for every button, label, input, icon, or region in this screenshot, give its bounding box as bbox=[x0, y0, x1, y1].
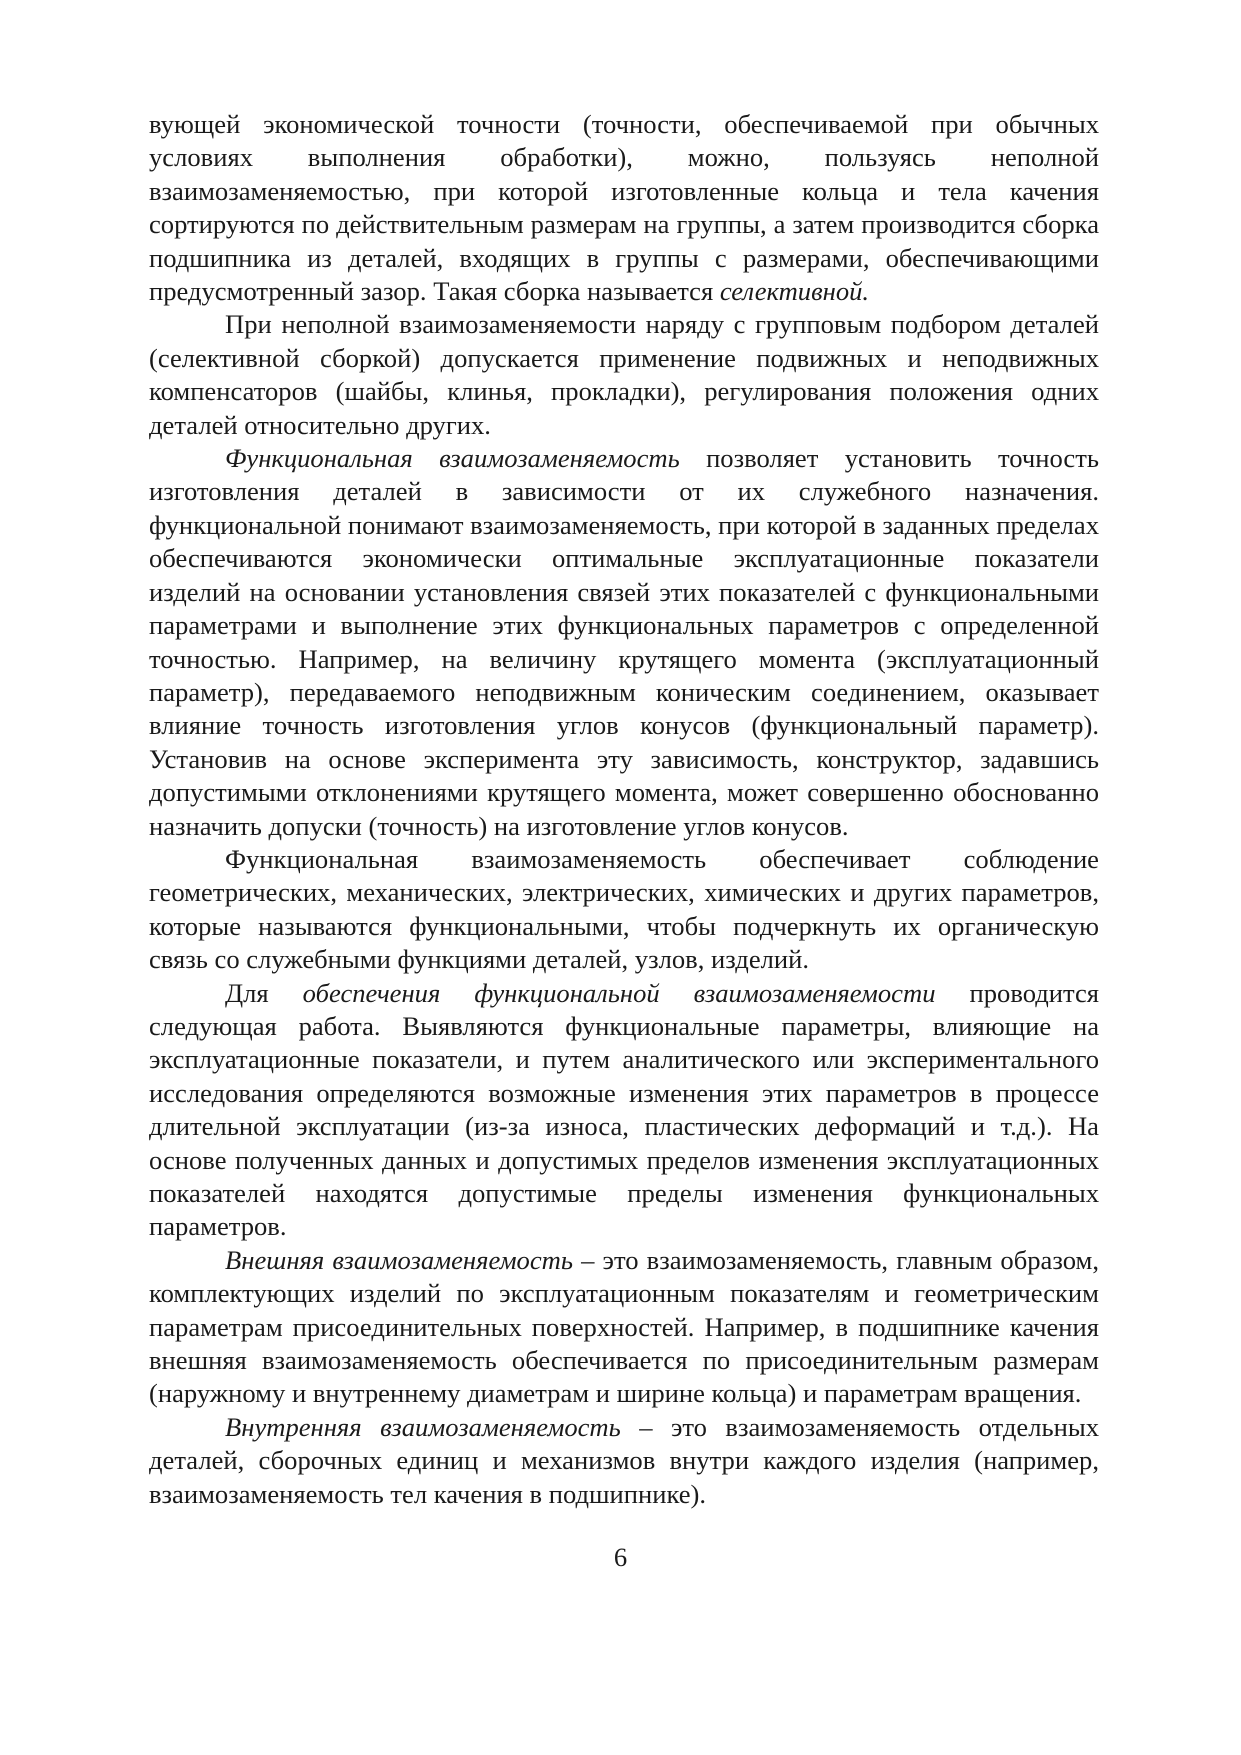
paragraph-ensuring-functional bbox=[149, 977, 1099, 1244]
paragraph-internal-interchangeability bbox=[149, 1411, 1099, 1511]
term-functional-interchangeability: Функциональная взаимозаменяемость bbox=[225, 443, 680, 474]
paragraph-external-interchangeability bbox=[149, 1244, 1099, 1411]
paragraph-compensators bbox=[149, 308, 1099, 442]
term-selective: селективной. bbox=[719, 276, 870, 307]
paragraph-selective-assembly bbox=[149, 108, 1099, 308]
term-ensuring-functional: обеспечения функциональной взаимозаменяемости bbox=[302, 977, 936, 1008]
paragraph-text: позволяет установить точность изготовления деталей в зависимости от их служебного назначения. функциональной понимают взаимозаменяемость, при которой в заданных пределах обеспечиваются экономически оптимальные эксплуатационные показатели изделий на основании установления связей этих показателей с функциональными параметрами и выполнение этих функциональных параметров с определенной точностью. Например, на величину крутящего момента (эксплуатационный параметр), передаваемого неподвижным коническим соединением, оказывает влияние точность изготовления углов конусов (функциональный параметр). Установив на основе эксперимента эту зависимость, конструктор, задавшись допустимыми отклонениями крутящего момента, может совершенно обоснованно назначить допуски (точность) на изготовление углов конусов. bbox=[149, 443, 1099, 841]
page-number: 6 bbox=[613, 1542, 628, 1572]
paragraph-functional-interchangeability bbox=[149, 442, 1099, 843]
paragraph-text: проводится следующая работа. Выявляются функциональные параметры, влияющие на эксплуатационные показатели, и путем аналитического или экспериментального исследования определяются возможные изменения этих параметров в процессе длительной эксплуатации (из-за износа, пластических деформаций и т.д.). На основе полученных данных и допустимых пределов изменения эксплуатационных показателей находятся допустимые пределы изменения функциональных параметров. bbox=[149, 977, 1099, 1242]
paragraph-text: – это взаимозаменяемость, главным образом, комплектующих изделий по эксплуатационным показателям и геометрическим параметрам присоединительных поверхностей. Например, в подшипнике качения внешняя взаимозаменяемость обеспечивается по присоединительным размерам (наружному и внутреннему диаметрам и ширине кольца) и параметрам вращения. bbox=[149, 1244, 1099, 1409]
paragraph-text: При неполной взаимозаменяемости наряду с групповым подбором деталей (селективной сборкой) допускается применение подвижных и неподвижных компенсаторов (шайбы, клинья, прокладки), регулирования положения одних деталей относительно других. bbox=[149, 309, 1099, 440]
term-external-interchangeability: Внешняя взаимозаменяемость bbox=[225, 1244, 573, 1275]
document-body bbox=[149, 108, 1099, 1511]
paragraph-text: – это взаимозаменяемость отдельных деталей, сборочных единиц и механизмов внутри каждого изделия (например, взаимозаменяемость тел качения в подшипнике). bbox=[149, 1411, 1099, 1509]
term-internal-interchangeability: Внутренняя взаимозаменяемость bbox=[225, 1411, 621, 1442]
paragraph-functional-parameters bbox=[149, 843, 1099, 977]
paragraph-text-lead: Для bbox=[225, 977, 303, 1008]
paragraph-text: Функциональная взаимозаменяемость обеспечивает соблюдение геометрических, механических, электрических, химических и других параметров, которые называются функциональными, чтобы подчеркнуть их органическую связь со служебными функциями деталей, узлов, изделий. bbox=[149, 843, 1099, 975]
paragraph-text: вующей экономической точности (точности, обеспечиваемой при обычных условиях выполнения обработки), можно, пользуясь неполной взаимозаменяемостью, при которой изготовленные кольца и тела качения сортируются по действительным размерам на группы, а затем производится сборка подшипника из деталей, входящих в группы с размерами, обеспечивающими предусмотренный зазор. Такая сборка называется bbox=[149, 109, 1099, 307]
